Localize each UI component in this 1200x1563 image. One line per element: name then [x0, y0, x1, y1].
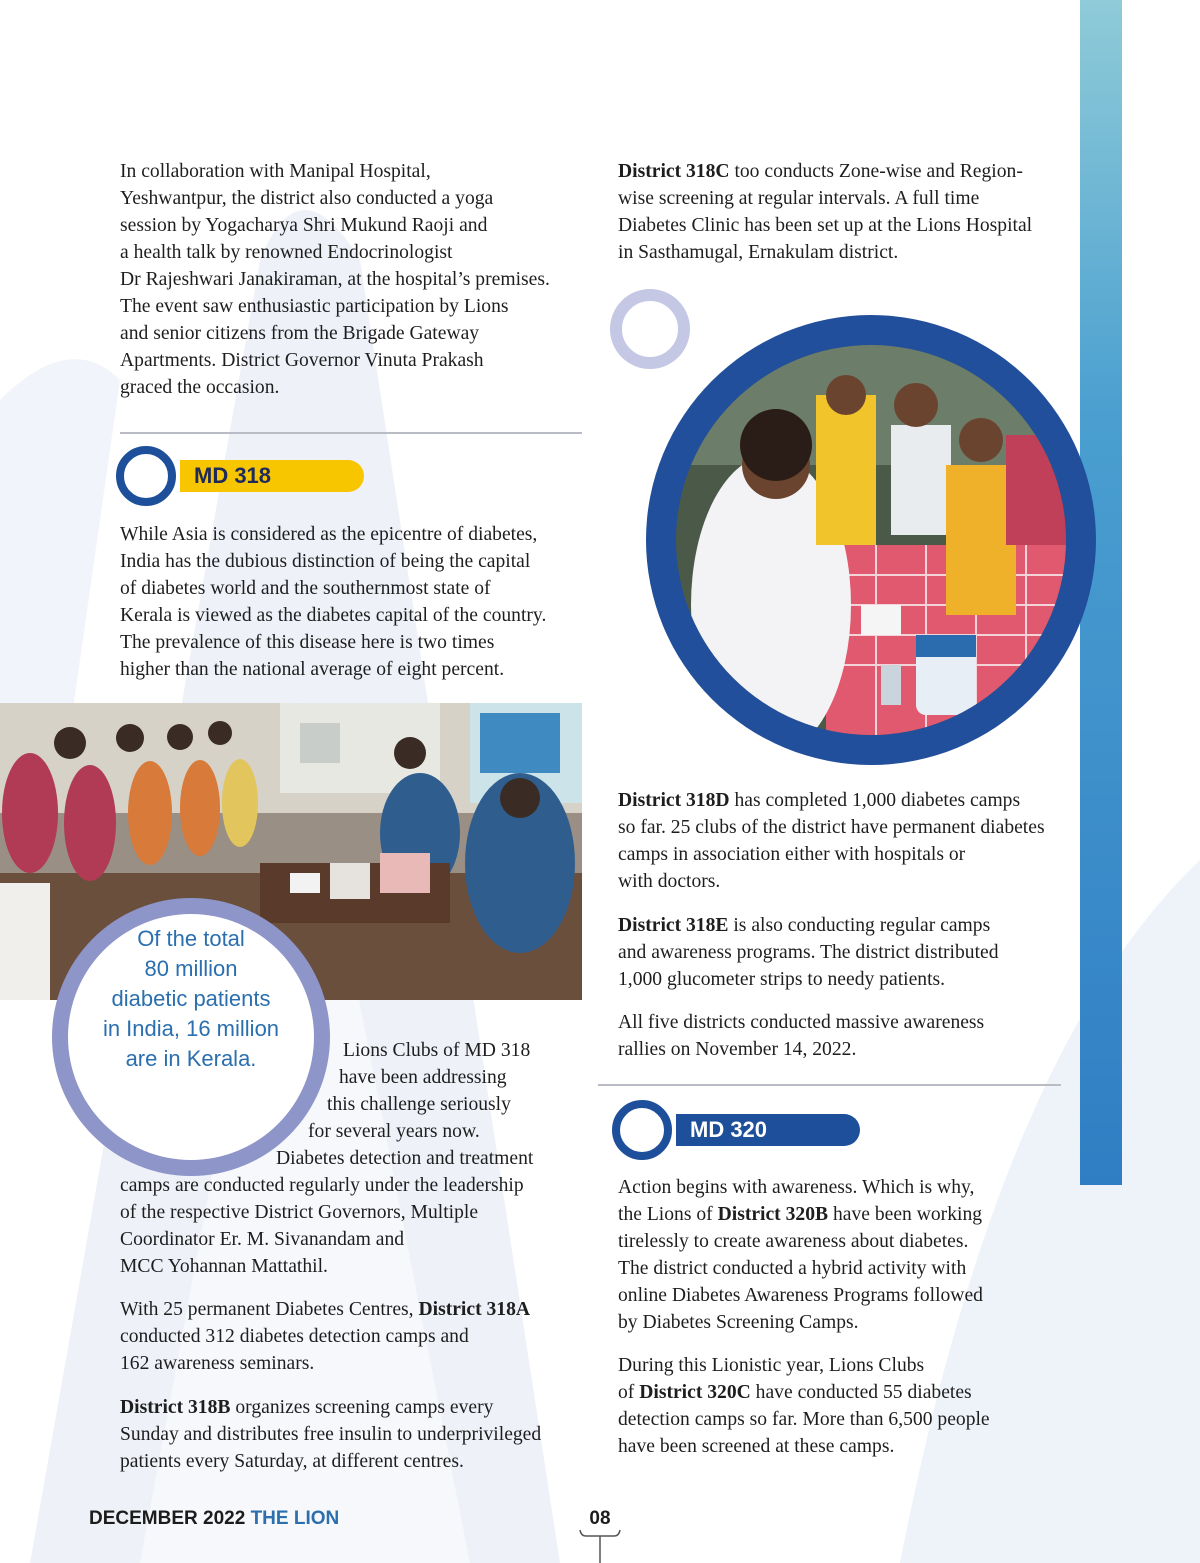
- circle-photo-illustration: [676, 345, 1066, 735]
- md320-heading: [612, 1100, 862, 1160]
- section-divider: [120, 432, 582, 434]
- district-320c-paragraph: During this Lionistic year, Lions Clubs of District 320C have conducted 55 diabetes detection camps so far. More than 6,500 people have been screened at these camps.: [618, 1355, 990, 1457]
- md318-heading: [116, 446, 366, 506]
- circle-photo-frame: [646, 315, 1096, 765]
- section-divider-2: [598, 1084, 1061, 1086]
- callout-quote: Of the total 80 million diabetic patients in India, 16 million are in Kerala.: [102, 926, 280, 1071]
- district-318a-paragraph: With 25 permanent Diabetes Centres, District 318A conducted 312 diabetes detection camps and 162 awareness seminars.: [120, 1299, 531, 1374]
- circle-photo: [676, 345, 1066, 735]
- md318-intro-paragraph: While Asia is considered as the epicentre of diabetes, India has the dubious distinction of being the capital of diabetes world and the southernmost state of Kerala is viewed as the diabetes capital of the country. The prevalence of this disease here is two times higher than the national average of eight percent.: [120, 524, 547, 680]
- md318-heading-label: MD 318: [180, 460, 364, 492]
- district-318d-paragraph: District 318D has completed 1,000 diabetes camps so far. 25 clubs of the district have permanent diabetes camps in association either with hospitals or with doctors.: [618, 790, 1045, 892]
- page-number-bracket: [578, 1528, 622, 1563]
- district-318b-paragraph: District 318B organizes screening camps every Sunday and distributes free insulin to underprivileged patients every Saturday, at different centres.: [120, 1397, 542, 1472]
- all-districts-paragraph: All five districts conducted massive awareness rallies on November 14, 2022.: [618, 1012, 985, 1060]
- intro-paragraph: In collaboration with Manipal Hospital, Yeshwantpur, the district also conducted a yoga session by Yogacharya Shri Mukund Raoji and a health talk by renowned Endocrinologist Dr Rajeshwari Janakiraman, at the hospital’s premises. The event saw enthusiastic participation by Lions and senior citizens from the Brigade Gateway Apartments. District Governor Vinuta Prakash graced the occasion.: [120, 161, 550, 398]
- district-320b-paragraph: Action begins with awareness. Which is why, the Lions of District 320B have been working tirelessly to create awareness about diabetes. The district conducted a hybrid activity with online Diabetes Awareness Programs followed by Diabetes Screening Camps.: [618, 1177, 983, 1333]
- district-318c-paragraph: District 318C too conducts Zone-wise and Region- wise screening at regular intervals. A full time Diabetes Clinic has been set up at the Lions Hospital in Sasthamugal, Ernakulam district.: [618, 161, 1033, 263]
- decorative-ring-icon: [610, 289, 690, 369]
- lions-clubs-paragraph: Lions Clubs of MD 318 have been addressing this challenge seriously for several years now. Diabetes detection and treatment camps are conducted regularly under the leadership of the respective District Governors, Multiple Coordinator Er. M. Sivanandam and MCC Yohannan Mattathil.: [120, 1040, 534, 1277]
- footer-issue: [89, 1508, 339, 1530]
- ring-icon: [116, 446, 176, 506]
- footer-month-year: DECEMBER 2022: [89, 1508, 246, 1529]
- ring-icon: [612, 1100, 672, 1160]
- footer-magazine: THE LION: [250, 1508, 340, 1529]
- md320-heading-label: MD 320: [676, 1114, 860, 1146]
- district-318e-paragraph: District 318E is also conducting regular camps and awareness programs. The district distributed 1,000 glucometer strips to needy patients.: [618, 915, 999, 990]
- page-number: 08: [589, 1508, 611, 1529]
